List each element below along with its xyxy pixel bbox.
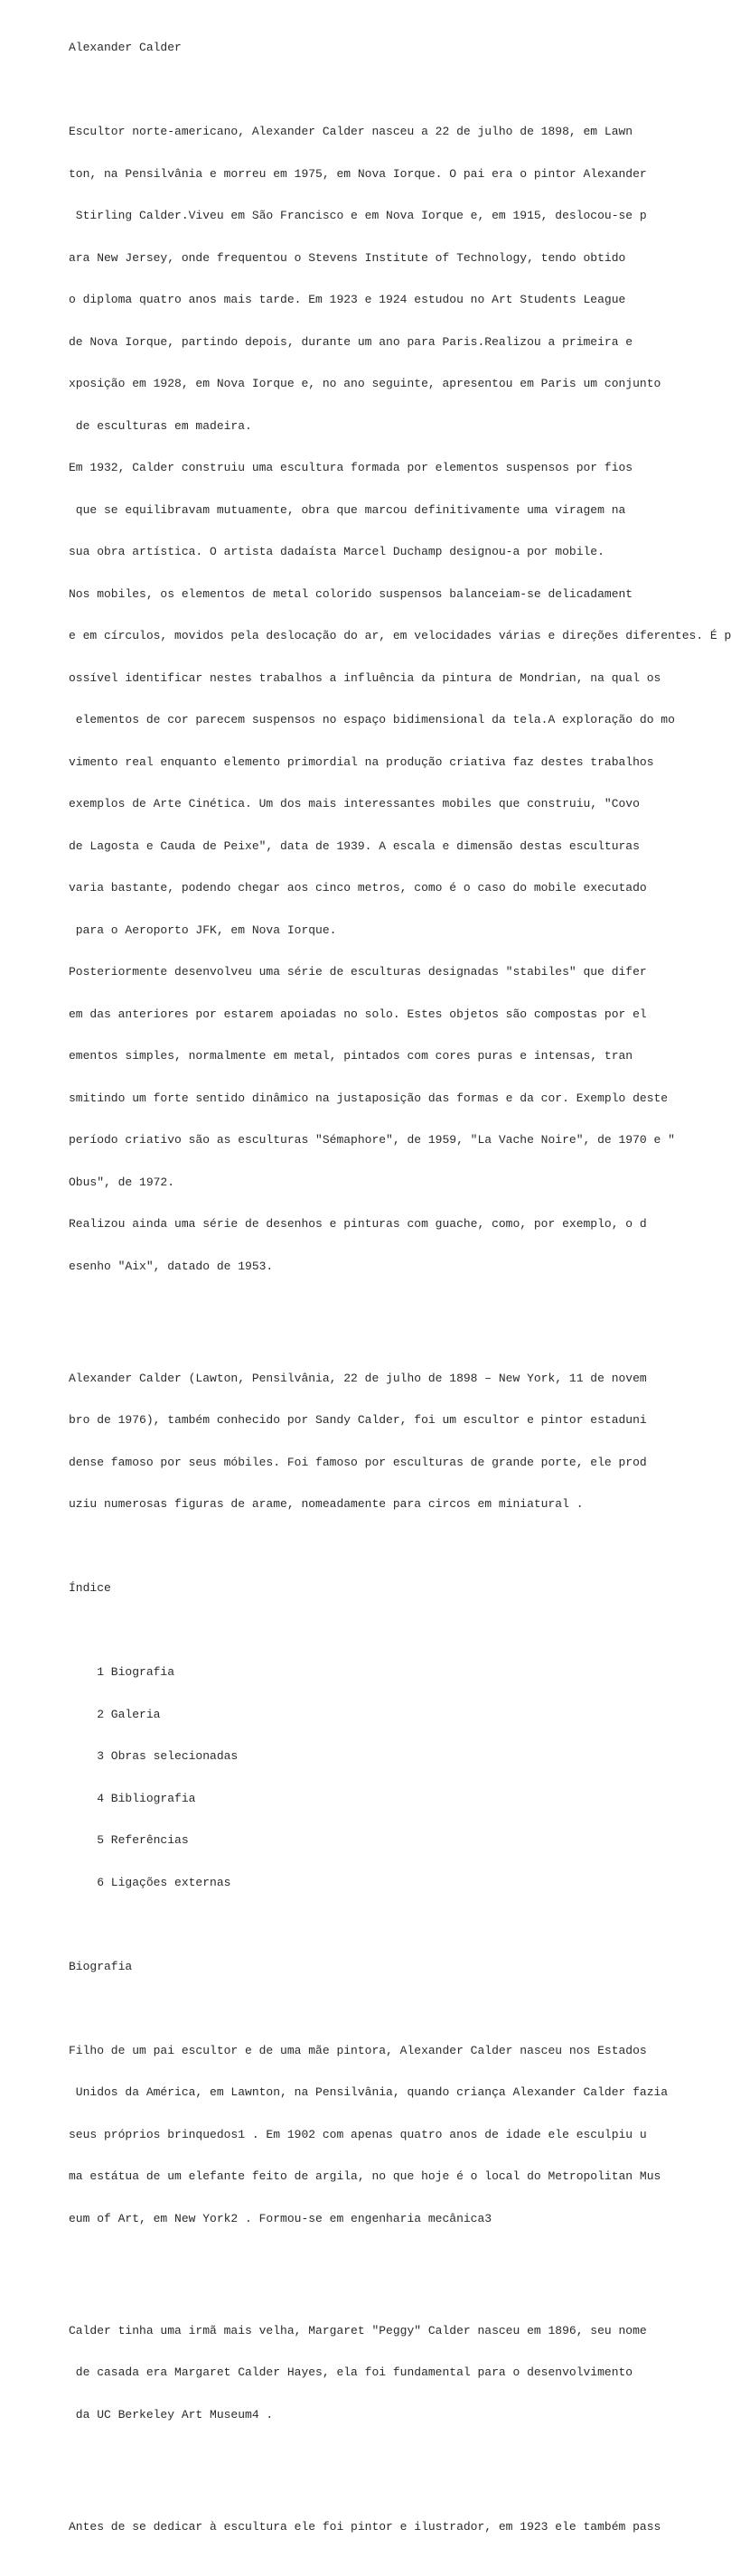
paragraph-line: Calder tinha uma irmã mais velha, Margaret "Peggy" Calder nasceu em 1896, seu nome (69, 2323, 647, 2337)
intro-line: período criativo são as esculturas "Sémaphore", de 1959, "La Vache Noire", de 1970 e " (69, 1133, 675, 1147)
paragraph-line: Unidos da América, em Lawnton, na Pensilvânia, quando criança Alexander Calder fazia (69, 2085, 669, 2099)
toc-item-bibliografia[interactable]: 4 Bibliografia (69, 1791, 196, 1805)
intro-line: para o Aeroporto JFK, em Nova Iorque. (69, 923, 337, 937)
summary-text (69, 1344, 694, 1540)
intro-line: o diploma quatro anos mais tarde. Em 1923 e 1924 estudou no Art Students League (69, 293, 626, 306)
intro-line: sua obra artística. O artista dadaísta Marcel Duchamp designou-a por mobile. (69, 545, 604, 558)
intro-line: Em 1932, Calder construiu uma escultura formada por elementos suspensos por fios (69, 461, 633, 474)
intro-line: Escultor norte-americano, Alexander Calder nasceu a 22 de julho de 1898, em Lawn (69, 125, 633, 138)
intro-line: elementos de cor parecem suspensos no espaço bidimensional da tela.A exploração do mo (69, 713, 675, 726)
intro-line: varia bastante, podendo chegar aos cinco metros, como é o caso do mobile executado (69, 881, 647, 895)
toc-item-obras[interactable]: 3 Obras selecionadas (69, 1749, 239, 1763)
toc-heading: Índice (69, 1581, 111, 1595)
intro-line: e em círculos, movidos pela deslocação do ar, em velocidades várias e direções diferentes. É p (69, 629, 731, 642)
intro-line: exemplos de Arte Cinética. Um dos mais interessantes mobiles que construiu, "Covo (69, 797, 640, 810)
section-heading-biografia: Biografia (69, 1959, 133, 1973)
toc-item-ligacoes[interactable]: 6 Ligações externas (69, 1875, 231, 1889)
intro-line: em das anteriores por estarem apoiadas no solo. Estes objetos são compostas por el (69, 1007, 647, 1021)
toc-item-biografia[interactable]: 1 Biografia (69, 1665, 175, 1679)
document-page (69, 13, 731, 2576)
summary-line: dense famoso por seus móbiles. Foi famoso por esculturas de grande porte, ele prod (69, 1455, 647, 1469)
paragraph-line: de casada era Margaret Calder Hayes, ela foi fundamental para o desenvolvimento (69, 2365, 633, 2379)
paragraph-line: Antes de se dedicar à escultura ele foi pintor e ilustrador, em 1923 ele também pass (69, 2519, 661, 2534)
intro-line: de Nova Iorque, partindo depois, durante um ano para Paris.Realizou a primeira e (69, 334, 633, 349)
intro-line: de Lagosta e Cauda de Peixe", data de 1939. A escala e dimensão destas esculturas (69, 838, 640, 853)
intro-text (69, 97, 731, 1301)
intro-line: Obus", de 1972. (69, 1175, 175, 1189)
intro-line: Realizou ainda uma série de desenhos e pinturas com guache, como, por exemplo, o d (69, 1217, 647, 1231)
intro-line: xposição em 1928, em Nova Iorque e, no ano seguinte, apresentou em Paris um conjunto (69, 377, 661, 390)
summary-line: uziu numerosas figuras de arame, nomeadamente para circos em miniatural . (69, 1497, 584, 1511)
document-title: Alexander Calder (69, 41, 182, 54)
paragraph-line: da UC Berkeley Art Museum4 . (69, 2407, 274, 2421)
paragraph-line: Filho de um pai escultor e de uma mãe pintora, Alexander Calder nasceu nos Estados (69, 2043, 647, 2057)
intro-line: que se equilibravam mutuamente, obra que marcou definitivamente uma viragem na (69, 502, 626, 517)
paragraph-line: eum of Art, em New York2 . Formou-se em engenharia mecânica3 (69, 2211, 492, 2225)
paragraph-line: ma estátua de um elefante feito de argila, no que hoje é o local do Metropolitan Mus (69, 2169, 661, 2183)
intro-line: vimento real enquanto elemento primordial na produção criativa faz destes trabalhos (69, 754, 654, 769)
toc-item-galeria[interactable]: 2 Galeria (69, 1707, 161, 1721)
intro-line: esenho "Aix", datado de 1953. (69, 1259, 274, 1273)
summary-line: Alexander Calder (Lawton, Pensilvânia, 22 de julho de 1898 – New York, 11 de novem (69, 1371, 647, 1385)
intro-line: de esculturas em madeira. (69, 418, 252, 433)
intro-line: ara New Jersey, onde frequentou o Stevens Institute of Technology, tendo obtido (69, 250, 626, 265)
intro-line: smitindo um forte sentido dinâmico na justaposição das formas e da cor. Exemplo deste (69, 1091, 669, 1105)
intro-line: ementos simples, normalmente em metal, pintados com cores puras e intensas, tran (69, 1049, 633, 1063)
intro-line: ton, na Pensilvânia e morreu em 1975, em Nova Iorque. O pai era o pintor Alexander (69, 166, 647, 181)
summary-line: bro de 1976), também conhecido por Sandy Calder, foi um escultor e pintor estaduni (69, 1413, 647, 1427)
biografia-paragraph-3 (69, 2492, 694, 2562)
intro-line: Posteriormente desenvolveu uma série de esculturas designadas "stabiles" que difer (69, 965, 647, 979)
toc-list (69, 1637, 694, 1917)
paragraph-line: seus próprios brinquedos1 . Em 1902 com apenas quatro anos de idade ele esculpiu u (69, 2127, 647, 2141)
intro-line: Stirling Calder.Viveu em São Francisco e em Nova Iorque e, em 1915, deslocou-se p (69, 209, 647, 222)
intro-line: ossível identificar nestes trabalhos a influência da pintura de Mondrian, na qual os (69, 670, 661, 685)
intro-line: Nos mobiles, os elementos de metal colorido suspensos balanceiam-se delicadament (69, 586, 633, 601)
toc-item-referencias[interactable]: 5 Referências (69, 1833, 189, 1847)
biografia-paragraph-1 (69, 2016, 694, 2254)
biografia-paragraph-2 (69, 2296, 694, 2450)
